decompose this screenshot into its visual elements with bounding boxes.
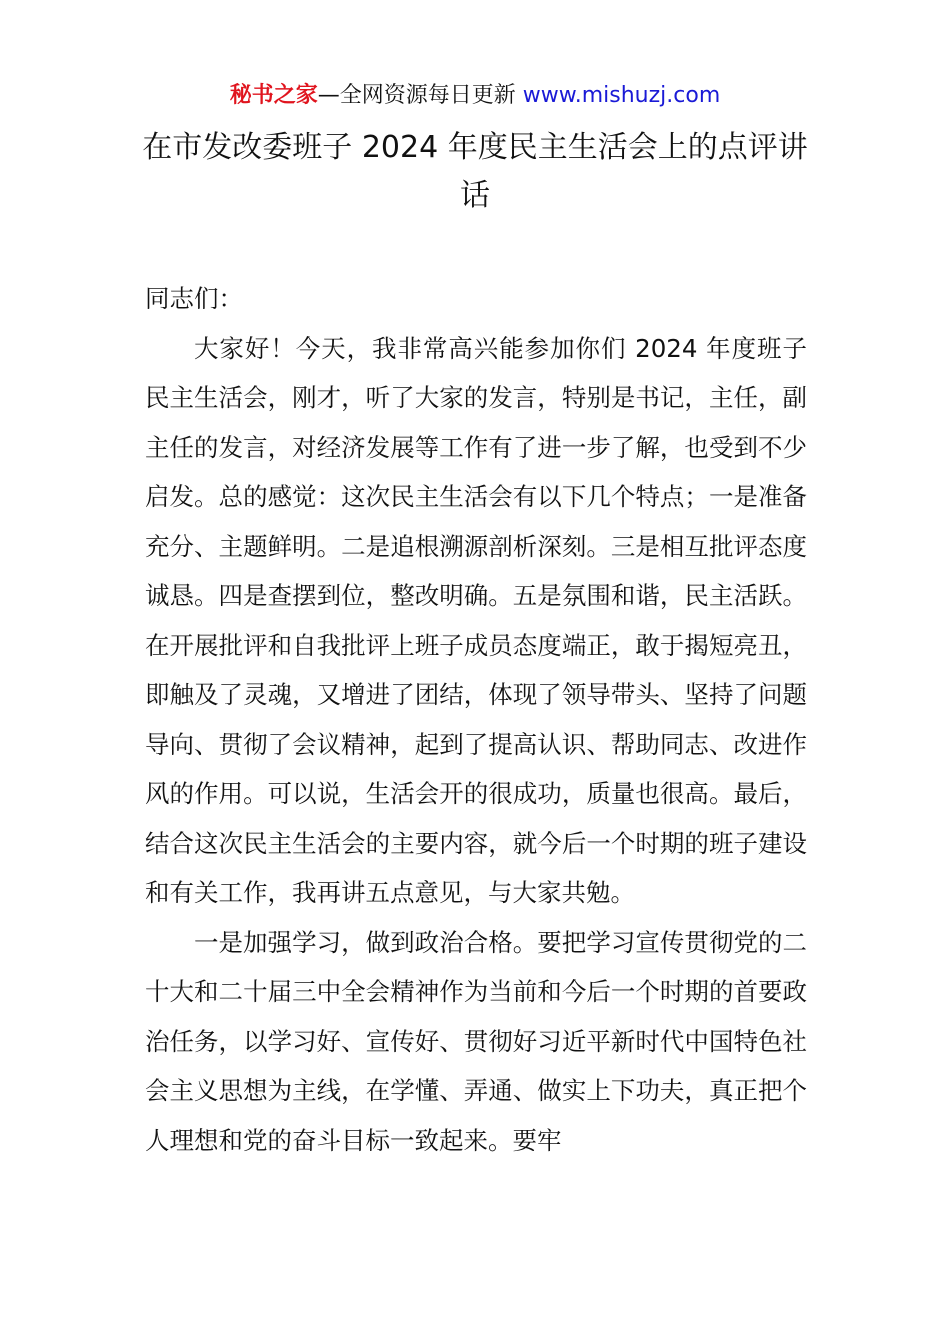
document-title: 在市发改委班子 2024 年度民主生活会上的点评讲话	[142, 130, 808, 213]
salutation: 同志们：	[145, 284, 243, 313]
document-body	[145, 274, 807, 1165]
site-url-link[interactable]: www.mishuzj.com	[522, 83, 721, 108]
paragraph-opening: 大家好！今天，我非常高兴能参加你们 2024 年度班子民主生活会，刚才，听了大家的发言，特别是书记，主任，副主任的发言，对经济发展等工作有了进一步了解，也受到不少启发。总的感觉：这次民主生活会有以下几个特点；一是准备充分、主题鲜明。二是追根溯源剖析深刻。三是相互批评态度诚恳。四是查摆到位，整改明确。五是氛围和谐，民主活跃。在开展批评和自我批评上班子成员态度端正，敢于揭短亮丑，即触及了灵魂，又增进了团结，体现了领导带头、坚持了问题导向、贯彻了会议精神，起到了提高认识、帮助同志、改进作风的作用。可以说，生活会开的很成功，质量也很高。最后，结合这次民主生活会的主要内容，就今后一个时期的班子建设和有关工作，我再讲五点意见，与大家共勉。	[145, 333, 807, 907]
site-header-banner	[0, 80, 950, 112]
paragraph-point-one: 一是加强学习，做到政治合格。要把学习宣传贯彻党的二十大和二十届三中全会精神作为当前和今后一个时期的首要政治任务，以学习好、宣传好、贯彻好习近平新时代中国特色社会主义思想为主线，在学懂、弄通、做实上下功夫，真正把个人理想和党的奋斗目标一致起来。要牢	[145, 927, 807, 1155]
header-tagline: —全网资源每日更新	[317, 83, 523, 108]
brand-name: 秘书之家	[229, 83, 318, 108]
